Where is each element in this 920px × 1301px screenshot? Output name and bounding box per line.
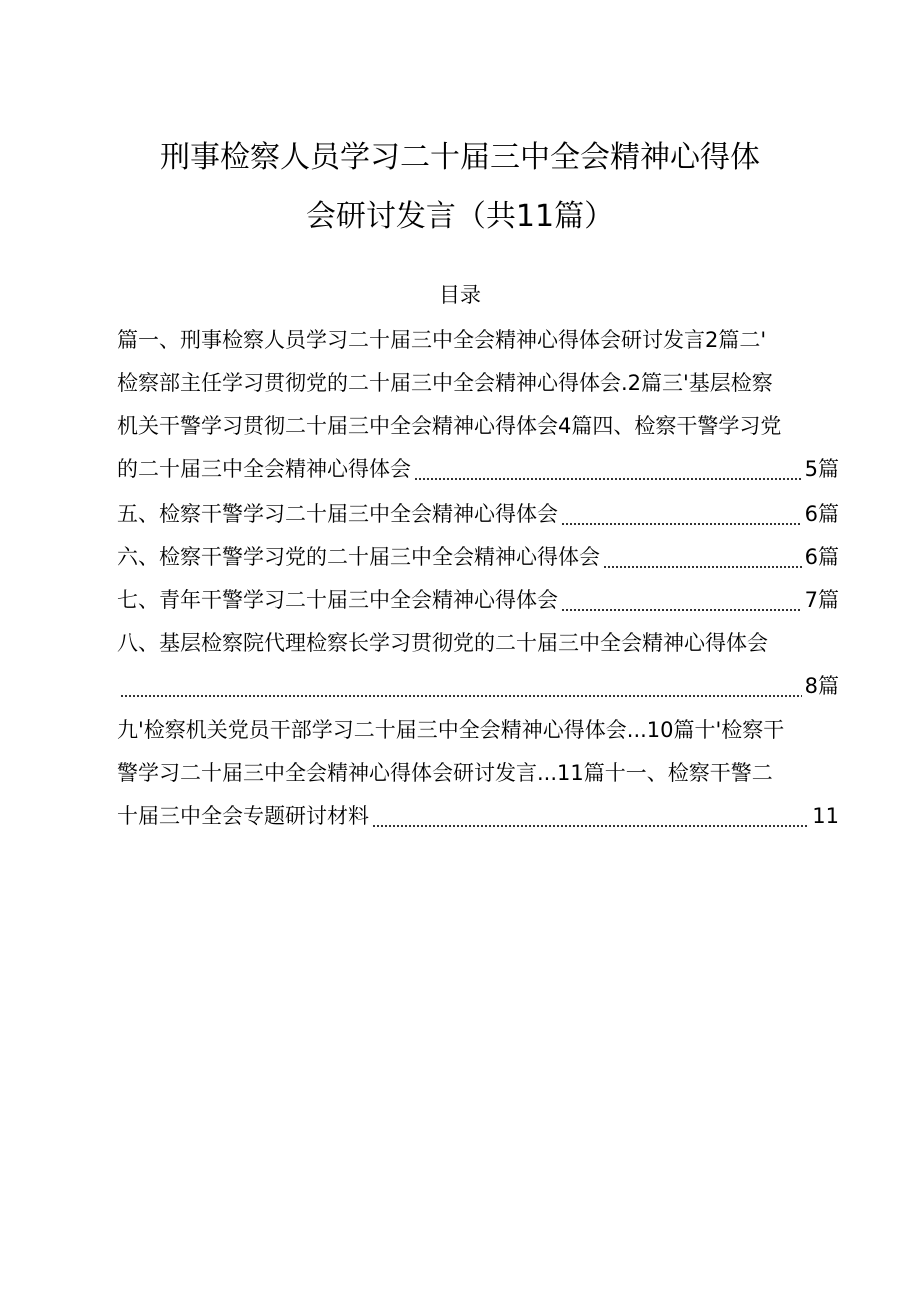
toc-entry-text: 七、青年干警学习二十届三中全会精神心得体会: [117, 588, 558, 612]
toc-line-10: 警学习二十届三中全会精神心得体会研讨发言...11篇十一、检察干警二: [117, 761, 773, 785]
toc-entry-text: 的二十届三中全会精神心得体会: [117, 457, 411, 481]
dot-leader: [120, 695, 802, 697]
dot-leader: [372, 825, 809, 827]
toc-entry-11: [117, 799, 839, 833]
toc-entry-page: 5篇: [804, 457, 839, 481]
toc-entry-7: [117, 583, 839, 617]
document-title-line-2: 会研讨发言（共11篇）: [305, 199, 615, 234]
toc-entry-text: 十届三中全会专题研讨材料: [117, 804, 369, 828]
toc-line-2: 检察部主任学习贯彻党的二十届三中全会精神心得体会.2篇三'基层检察: [117, 371, 773, 395]
toc-line-9: 九'检察机关党员干部学习二十届三中全会精神心得体会...10篇十'检察干: [117, 718, 785, 742]
toc-entry-page: 6篇: [804, 502, 839, 526]
toc-entry-8: 八、基层检察院代理检察长学习贯彻党的二十届三中全会精神心得体会: [117, 631, 768, 655]
toc-entry-page: 7篇: [804, 588, 839, 612]
toc-entry-page: 8篇: [804, 674, 839, 698]
toc-entry-text: 五、检察干警学习二十届三中全会精神心得体会: [117, 502, 558, 526]
dot-leader: [414, 478, 802, 480]
toc-entry-4: [117, 452, 839, 486]
toc-entry-page: 6篇: [804, 545, 839, 569]
toc-entry-5: [117, 497, 839, 531]
toc-entry-text: 六、检察干警学习党的二十届三中全会精神心得体会: [117, 545, 600, 569]
toc-entry-6: [117, 540, 839, 574]
dot-leader: [603, 566, 802, 568]
toc-line-1: 篇一、刑事检察人员学习二十届三中全会精神心得体会研讨发言2篇二': [117, 328, 767, 352]
toc-entry-page: 11: [812, 804, 839, 828]
toc-heading: 目录: [439, 283, 481, 307]
dot-leader: [561, 523, 802, 525]
document-title-line-1: 刑事检察人员学习二十届三中全会精神心得体: [160, 140, 760, 175]
toc-entry-8-leader: [117, 669, 839, 703]
dot-leader: [561, 609, 802, 611]
toc-line-3: 机关干警学习贯彻二十届三中全会精神心得体会4篇四、检察干警学习党: [117, 414, 782, 438]
